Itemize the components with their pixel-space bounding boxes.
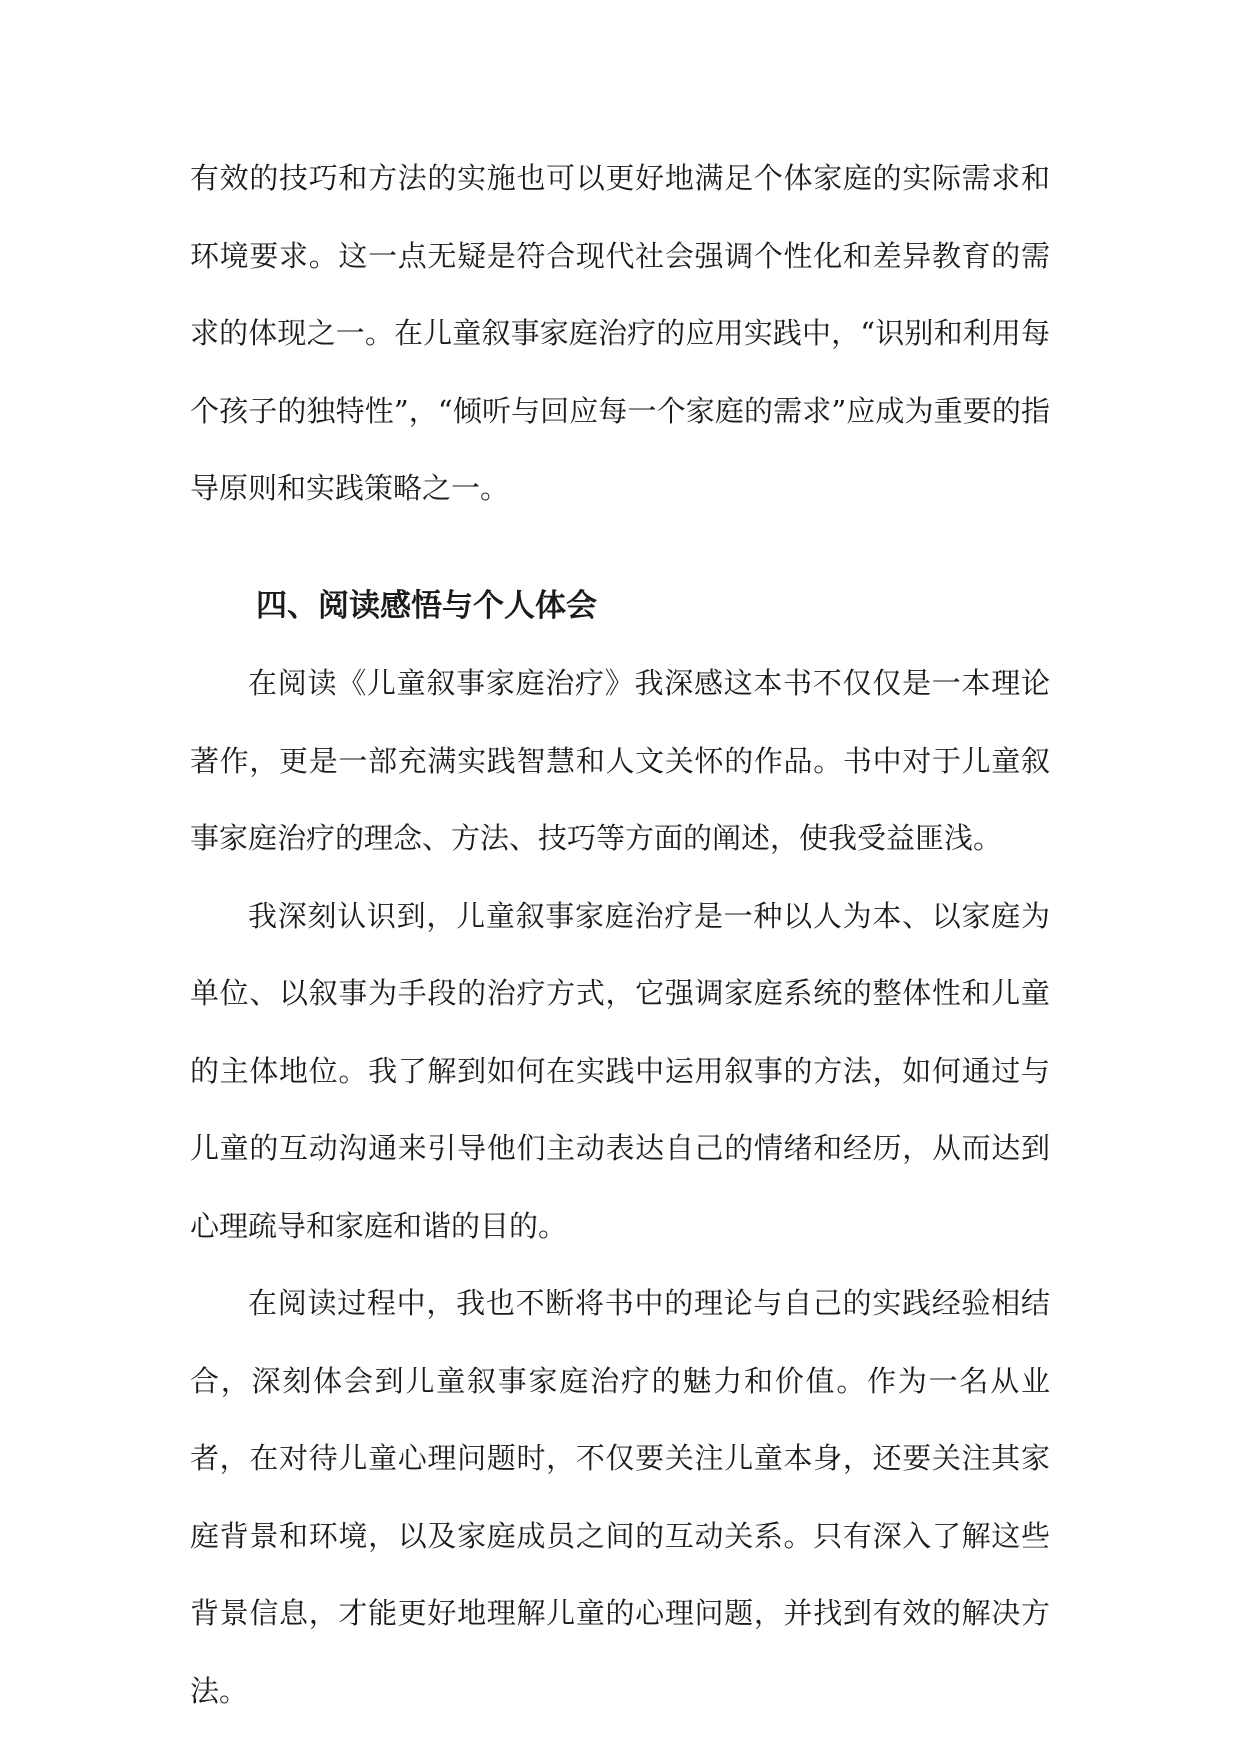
section-heading: 四、阅读感悟与个人体会 [256, 587, 597, 624]
body-paragraph-1: 在阅读《儿童叙事家庭治疗》我深感这本书不仅仅是一本理论著作，更是一部充满实践智慧和人文关怀的作品。书中对于儿童叙事家庭治疗的理念、方法、技巧等方面的阐述，使我受益匪浅。 [190, 666, 1050, 855]
body-paragraph-3: 在阅读过程中，我也不断将书中的理论与自己的实践经验相结合，深刻体会到儿童叙事家庭治疗的魅力和价值。作为一名从业者，在对待儿童心理问题时，不仅要关注儿童本身，还要关注其家庭背景和环境，以及家庭成员之间的互动关系。只有深入了解这些背景信息，才能更好地理解儿童的心理问题，并找到有效的解决方法。 [190, 1286, 1050, 1708]
intro-paragraph: 有效的技巧和方法的实施也可以更好地满足个体家庭的实际需求和环境要求。这一点无疑是符合现代社会强调个性化和差异教育的需求的体现之一。在儿童叙事家庭治疗的应用实践中，“识别和利用每个孩子的独特性”，“倾听与回应每一个家庭的需求”应成为重要的指导原则和实践策略之一。 [190, 161, 1050, 505]
body-paragraph-2: 我深刻认识到，儿童叙事家庭治疗是一种以人为本、以家庭为单位、以叙事为手段的治疗方式，它强调家庭系统的整体性和儿童的主体地位。我了解到如何在实践中运用叙事的方法，如何通过与儿童的互动沟通来引导他们主动表达自己的情绪和经历，从而达到心理疏导和家庭和谐的目的。 [190, 898, 1050, 1243]
document-body [190, 140, 1050, 1730]
